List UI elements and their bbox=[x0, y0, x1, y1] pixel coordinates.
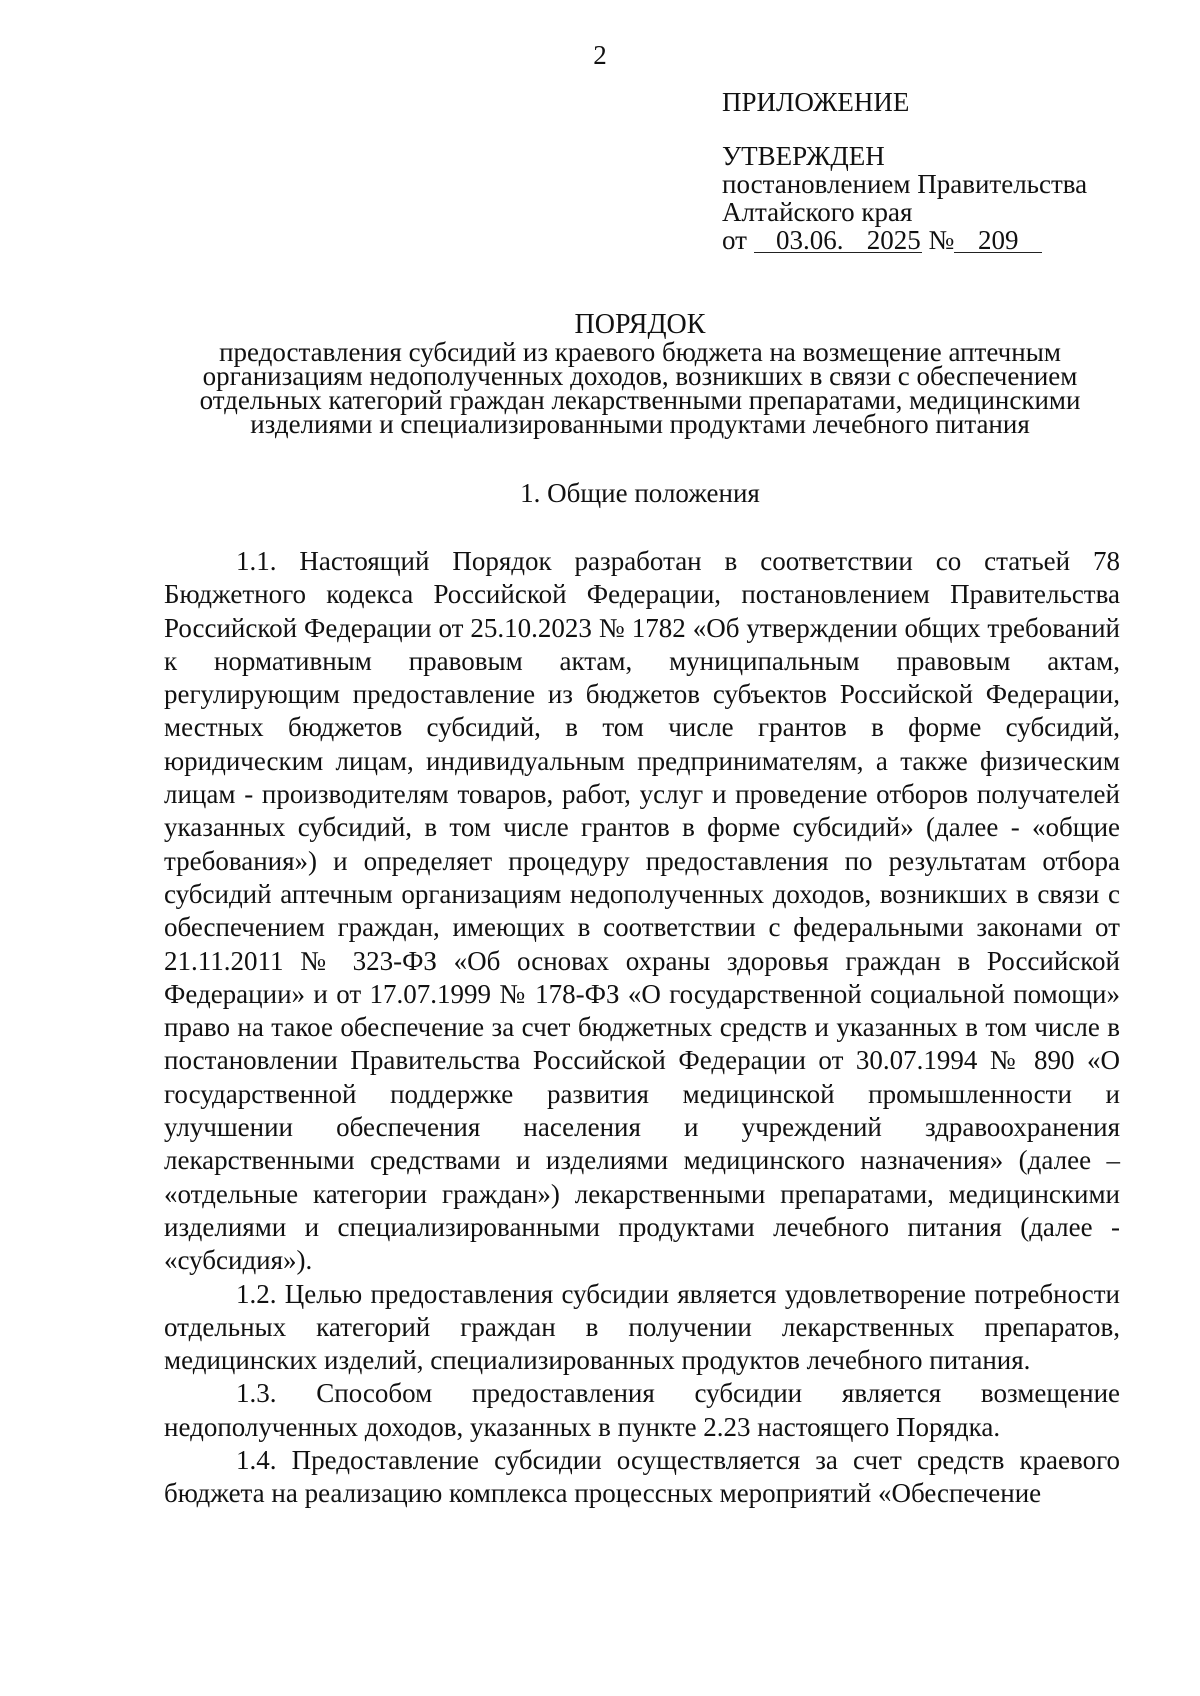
document-header bbox=[150, 309, 1130, 439]
paragraph-1-4: 1.4. Предоставление субсидии осуществляется за счет средств краевого бюджета на реализацию комплекса процессных мероприятий «Обеспечение bbox=[164, 1445, 1120, 1509]
document-subtitle-line-4: изделиями и специализированными продуктами лечебного питания bbox=[250, 409, 1030, 439]
document-subtitle-line-2: организациям недополученных доходов, возникших в связи с обеспечением bbox=[202, 361, 1078, 391]
section-heading: 1. Общие положения bbox=[520, 478, 760, 508]
paragraph-1-1: 1.1. Настоящий Порядок разработан в соответствии со статьей 78 Бюджетного кодекса Российской Федерации, постановлением Правительства Российской Федерации от 25.10.2023 № 1782 «Об утверждении общих требований к нормативным правовым актам, муниципальным правовым актам, регулирующим предоставление из бюджетов субъектов Российской Федерации, местных бюджетов субсидий, в том числе грантов в форме субсидий, юридическим лицам, индивидуальным предпринимателям, а также физическим лицам - производителям товаров, работ, услуг и проведение отборов получателей указанных субсидий, в том числе грантов в форме субсидий» (далее - «общие требования») и определяет процедуру предоставления по результатам отбора субсидий аптечным организациям недополученных доходов, возникших в связи с обеспечением граждан, имеющих в соответствии с федеральными законами от 21.11.2011 № 323-ФЗ «Об основах охраны здоровья граждан в Российской Федерации» и от 17.07.1999 № 178-ФЗ «О государственной социальной помощи» право на такое обеспечение за счет бюджетных средств и указанных в том числе в постановлении Правительства Российской Федерации от 30.07.1994 № 890 «О государственной поддержке развития медицинской промышленности и улучшении обеспечения населения и учреждений здравоохранения лекарственными средствами и изделиями медицинского назначения» (далее – «отдельные категории граждан») лекарственными препаратами, медицинскими изделиями и специализированными продуктами лечебного питания (далее - «субсидия»). bbox=[164, 546, 1120, 1276]
approval-date-number-line bbox=[722, 226, 1142, 254]
number-prefix: № bbox=[928, 225, 955, 255]
approved-label: УТВЕРЖДЕН bbox=[722, 141, 885, 171]
document-number: 209 bbox=[954, 228, 1042, 253]
paragraph-1-3: 1.3. Способом предоставления субсидии является возмещение недополученных доходов, указанных в пункте 2.23 настоящего Порядка. bbox=[164, 1378, 1120, 1442]
date-year: 2025 bbox=[866, 225, 921, 255]
appendix-title: ПРИЛОЖЕНИЕ bbox=[722, 87, 910, 117]
approved-by-line-1: постановлением Правительства bbox=[722, 169, 1088, 199]
paragraph-1-2: 1.2. Целью предоставления субсидии является удовлетворение потребности отдельных категорий граждан в получении лекарственных препаратов, медицинских изделий, специализированных продуктов лечебного питания. bbox=[164, 1278, 1120, 1376]
approved-by-line-2: Алтайского края bbox=[722, 197, 913, 227]
approval-stamp-block bbox=[722, 88, 1142, 254]
date-prefix: от bbox=[722, 225, 747, 255]
date-day-month: 03.06. bbox=[754, 228, 866, 253]
document-title: ПОРЯДОК bbox=[574, 309, 706, 340]
document-subtitle-line-1: предоставления субсидий из краевого бюджета на возмещение аптечным bbox=[219, 337, 1061, 367]
page-number: 2 bbox=[593, 40, 607, 70]
document-subtitle-line-3: отдельных категорий граждан лекарственными препаратами, медицинскими bbox=[199, 385, 1081, 415]
document-body bbox=[164, 545, 1120, 1511]
